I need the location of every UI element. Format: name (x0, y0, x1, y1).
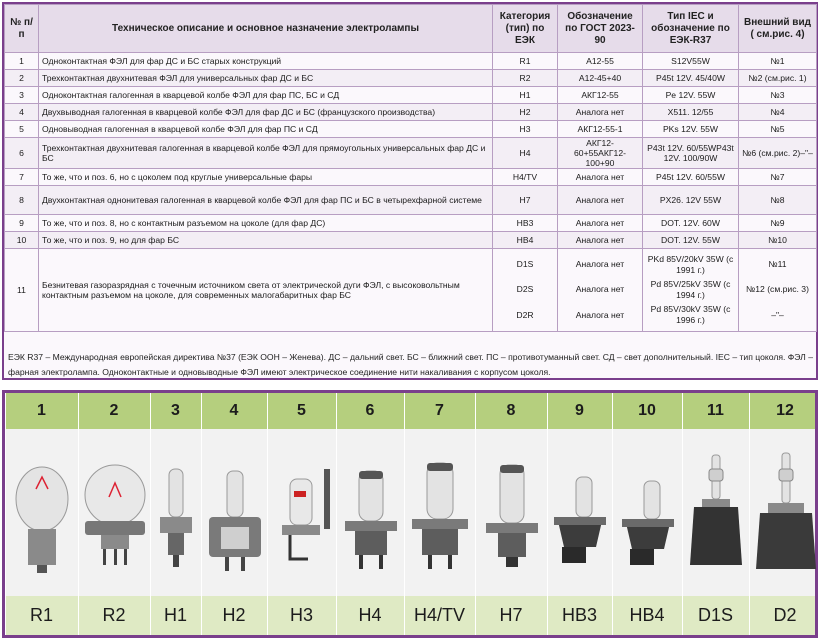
lamp-label: R1 (29, 605, 53, 625)
row-iec: P45t 12V. 60/55W (643, 169, 739, 186)
row-iec: DOT. 12V. 60W (643, 215, 739, 232)
table-header-row (5, 5, 817, 53)
lamp-number: 2 (109, 402, 119, 419)
row-iec: P45t 12V. 45/40W (643, 70, 739, 87)
row-iec: PKs 12V. 55W (643, 121, 739, 138)
lamp-number: 6 (365, 402, 375, 419)
lamp-label: D2 (773, 605, 797, 625)
lamp-column-h1 (150, 393, 200, 635)
row-appearance: №3 (739, 87, 817, 104)
row-gost: Аналога нет (558, 169, 643, 186)
row-appearance: №7 (739, 169, 817, 186)
row-category: R2 (493, 70, 558, 87)
row-number: 10 (5, 232, 39, 249)
row-category: HB3 (493, 215, 558, 232)
row-category: H7 (493, 186, 558, 215)
table-row (5, 232, 817, 249)
lamp-number: 10 (638, 402, 656, 419)
lamp-number: 9 (575, 402, 584, 419)
lamp-number: 11 (707, 402, 724, 419)
table-row (5, 249, 817, 332)
table-row (5, 186, 817, 215)
lamp-illustration (202, 429, 268, 596)
row-appearance: №9 (739, 215, 817, 232)
row-category: H2 (493, 104, 558, 121)
lamp-label: HB3 (561, 605, 597, 625)
row-description: Трехконтактная двухнитевая галогенная в кварцевой колбе ФЭЛ для прямоугольных универсальных фар ДС и БС (39, 138, 493, 169)
lamp-illustration (268, 429, 336, 596)
lamp-column-d1s (682, 393, 748, 635)
lamp-number: 12 (776, 402, 794, 419)
lamp-illustration (405, 429, 475, 596)
row-description: Двухконтактная однонитевая галогенная в кварцевой колбе ФЭЛ для фар ПС и БС в четырехфарной системе (39, 186, 493, 215)
header-appearance: Внешний вид ( см.рис. 4) (739, 5, 817, 53)
row-description: Одноконтактная галогенная в кварцевой колбе ФЭЛ для фар ПС, БС и СД (39, 87, 493, 104)
lamp-illustration (683, 429, 749, 596)
table-row (5, 215, 817, 232)
lamp-column-h4-tv (404, 393, 474, 635)
lamp-column-h7 (475, 393, 547, 635)
row-description: Одноконтактная ФЭЛ для фар ДС и БС старых конструкций (39, 53, 493, 70)
lamp-appearance-strip (2, 390, 818, 638)
lamp-spec-table (4, 4, 817, 332)
header-number: № п/п (5, 5, 39, 53)
row-number: 11 (5, 249, 39, 332)
lamp-number: 7 (435, 402, 444, 419)
lamp-label: R2 (102, 605, 126, 625)
table-row (5, 169, 817, 186)
row-appearance: №10 (739, 232, 817, 249)
row-category: H1 (493, 87, 558, 104)
row-number: 8 (5, 186, 39, 215)
lamp-illustration (548, 429, 612, 596)
lamp-illustration (613, 429, 683, 596)
row-appearance: №2 (см.рис. 1) (739, 70, 817, 87)
lamp-column-hb3 (547, 393, 611, 635)
lamp-spec-table-frame (2, 2, 818, 380)
row-gost: АКГ12-55-1 (558, 121, 643, 138)
row-number: 5 (5, 121, 39, 138)
lamp-number: 8 (506, 402, 516, 419)
row-description: Безнитевая газоразрядная с точечным источником света от электрической дуги ФЭЛ, с высоковольтным контактным разъемом на цоколе, для современных малогабаритных фар БС (39, 249, 493, 332)
lamp-column-h2 (201, 393, 267, 635)
header-iec: Тип IEC и обозначение по ЕЭК-R37 (643, 5, 739, 53)
row-iec: P43t 12V. 60/55WP43t 12V. 100/90W (643, 138, 739, 169)
lamp-number: 3 (171, 402, 180, 419)
header-category: Категория (тип) по ЕЭК (493, 5, 558, 53)
lamp-illustration (79, 429, 151, 596)
row-gost: Аналога нет (558, 232, 643, 249)
row-appearance: №11 №12 (см.рис. 3) –"– (739, 249, 817, 332)
lamp-label: H2 (222, 605, 246, 625)
lamp-label: H4 (358, 605, 382, 625)
row-appearance: №6 (см.рис. 2)–"– (739, 138, 817, 169)
lamp-label: D1S (697, 605, 733, 625)
lamp-label: H3 (289, 605, 313, 625)
lamp-illustration (6, 429, 78, 596)
row-appearance: №8 (739, 186, 817, 215)
lamp-label: H4/TV (413, 605, 465, 625)
row-gost: АКГ12-60+55АКГ12-100+90 (558, 138, 643, 169)
lamp-column-r1 (5, 393, 77, 635)
row-number: 3 (5, 87, 39, 104)
row-iec: DOT. 12V. 55W (643, 232, 739, 249)
header-description: Техническое описание и основное назначение электролампы (39, 5, 493, 53)
lamp-label: H7 (499, 605, 523, 625)
row-gost: Аналога нет (558, 104, 643, 121)
row-gost: А12-55 (558, 53, 643, 70)
row-iec: S12V55W (643, 53, 739, 70)
lamp-column-hb4 (612, 393, 682, 635)
row-iec: PX26. 12V 55W (643, 186, 739, 215)
row-description: Одновыводная галогенная в кварцевой колбе ФЭЛ для фар ПС и СД (39, 121, 493, 138)
row-description: То же, что и поз. 6, но с цоколем под круглые универсальные фары (39, 169, 493, 186)
table-footnote: ЕЭК R37 – Международная европейская директива №37 (ЕЭК ООН – Женева). ДС – дальний свет. БС – ближний свет. ПС – противотуманный свет. СД – свет дополнительный. IEC – тип цоколя. ФЭЛ – фарная электролампа. Одноконтактные и одновыводные ФЭЛ имеют электрическое соединение нити накаливания с корпусом цоколя. (8, 352, 813, 377)
row-category: R1 (493, 53, 558, 70)
row-appearance: №1 (739, 53, 817, 70)
row-number: 4 (5, 104, 39, 121)
row-number: 9 (5, 215, 39, 232)
table-row (5, 53, 817, 70)
header-gost: Обозначение по ГОСТ 2023-90 (558, 5, 643, 53)
row-number: 7 (5, 169, 39, 186)
table-row (5, 121, 817, 138)
row-gost: А12-45+40 (558, 70, 643, 87)
lamp-illustration (151, 429, 201, 596)
lamp-column-d2 (749, 393, 821, 635)
lamp-column-h4 (336, 393, 404, 635)
row-description: Трехконтактная двухнитевая ФЭЛ для универсальных фар ДС и БС (39, 70, 493, 87)
row-number: 6 (5, 138, 39, 169)
row-category: HB4 (493, 232, 558, 249)
lamp-illustration (337, 429, 405, 596)
row-iec: Pe 12V. 55W (643, 87, 739, 104)
table-row (5, 70, 817, 87)
row-gost: Аналога нет (558, 215, 643, 232)
lamp-column-h3 (267, 393, 335, 635)
table-row (5, 104, 817, 121)
row-description: Двухвыводная галогенная в кварцевой колбе ФЭЛ для фар ДС и БС (французского производства) (39, 104, 493, 121)
row-number: 1 (5, 53, 39, 70)
row-description: То же, что и поз. 9, но для фар БС (39, 232, 493, 249)
lamp-illustration (750, 429, 822, 596)
row-gost: Аналога нет (558, 186, 643, 215)
lamp-number: 5 (297, 402, 306, 419)
lamp-column-r2 (78, 393, 150, 635)
table-row (5, 138, 817, 169)
row-category: H4 (493, 138, 558, 169)
row-category: H4/TV (493, 169, 558, 186)
lamp-label: HB4 (629, 605, 665, 625)
table-body (5, 53, 817, 332)
row-gost: АКГ12-55 (558, 87, 643, 104)
lamp-label: H1 (163, 605, 187, 625)
row-appearance: №5 (739, 121, 817, 138)
row-appearance: №4 (739, 104, 817, 121)
lamp-number: 4 (229, 402, 239, 419)
row-iec: PKd 85V/20kV 35W (с 1991 г.) Pd 85V/25kV 35W (с 1994 г.) Pd 85V/30kV 35W (с 1996 г.) (643, 249, 739, 332)
row-gost: Аналога нет Аналога нет Аналога нет (558, 249, 643, 332)
row-description: То же, что и поз. 8, но с контактным разъемом на цоколе (для фар ДС) (39, 215, 493, 232)
table-row (5, 87, 817, 104)
row-iec: X511. 12/55 (643, 104, 739, 121)
lamp-illustration (476, 429, 548, 596)
row-category: H3 (493, 121, 558, 138)
row-category: D1S D2S D2R (493, 249, 558, 332)
row-number: 2 (5, 70, 39, 87)
lamp-number: 1 (37, 402, 46, 419)
